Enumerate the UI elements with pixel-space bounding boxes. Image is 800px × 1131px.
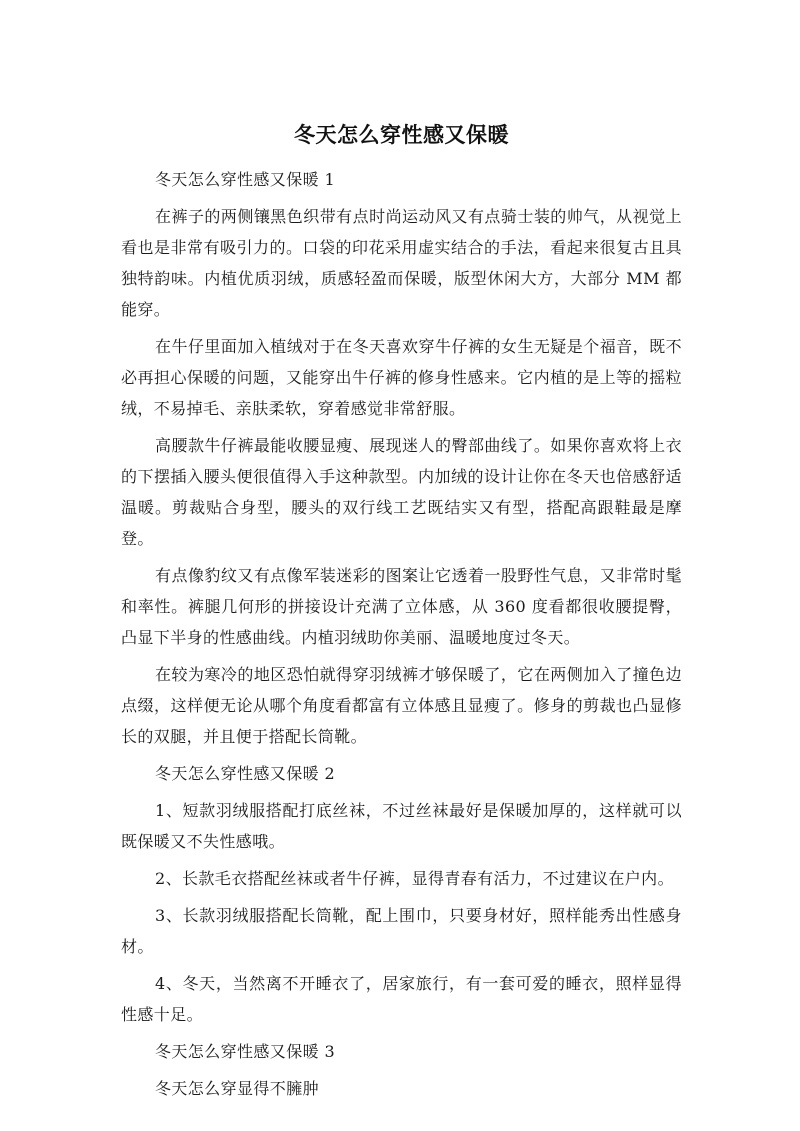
body-paragraph: 在牛仔里面加入植绒对于在冬天喜欢穿牛仔裤的女生无疑是个福音，既不必再担心保暖的问题，又能穿出牛仔裤的修身性感来。它内植的是上等的摇粒绒，不易掉毛、亲肤柔软，穿着感觉非常舒服。 — [121, 337, 682, 418]
body-paragraph: 高腰款牛仔裤最能收腰显瘦、展现迷人的臀部曲线了。如果你喜欢将上衣的下摆插入腰头便很值得入手这种款型。内加绒的设计让你在冬天也倍感舒适温暖。剪裁贴合身型，腰头的双行线工艺既结实又有型，搭配高跟鞋最是摩登。 — [121, 436, 682, 548]
list-item-paragraph: 4、冬天，当然离不开睡衣了，居家旅行，有一套可爱的睡衣，照样显得性感十足。 — [121, 974, 682, 1024]
list-item-paragraph: 2、长款毛衣搭配丝袜或者牛仔裤，显得青春有活力，不过建议在户内。 — [155, 869, 674, 888]
list-item-paragraph: 3、长款羽绒服搭配长筒靴，配上围巾，只要身材好，照样能秀出性感身材。 — [121, 906, 682, 956]
body-paragraph: 有点像豹纹又有点像军装迷彩的图案让它透着一股野性气息，又非常时髦和率性。裤腿几何形的拼接设计充满了立体感，从 360 度看都很收腰提臀，凸显下半身的性感曲线。内植羽绒助你美丽、温暖地度过冬天。 — [121, 566, 682, 647]
document-title: 冬天怎么穿性感又保暖 — [294, 123, 509, 147]
section-heading: 冬天怎么穿性感又保暖 1 — [155, 170, 336, 189]
list-item-paragraph: 1、短款羽绒服搭配打底丝袜，不过丝袜最好是保暖加厚的，这样就可以既保暖又不失性感哦。 — [121, 801, 682, 851]
section-heading: 冬天怎么穿性感又保暖 2 — [155, 764, 336, 783]
body-paragraph: 在较为寒冷的地区恐怕就得穿羽绒裤才够保暖了，它在两侧加入了撞色边点缀，这样便无论从哪个角度看都富有立体感且显瘦了。修身的剪裁也凸显修长的双腿，并且便于搭配长筒靴。 — [121, 665, 682, 746]
body-paragraph: 在裤子的两侧镶黑色织带有点时尚运动风又有点骑士装的帅气，从视觉上看也是非常有吸引力的。口袋的印花采用虚实结合的手法，看起来很复古且具独特韵味。内植优质羽绒，质感轻盈而保暖，版型休闲大方，大部分 MM 都能穿。 — [121, 207, 682, 319]
subsection-heading: 冬天怎么穿显得不臃肿 — [155, 1079, 320, 1098]
section-heading: 冬天怎么穿性感又保暖 3 — [155, 1042, 336, 1061]
